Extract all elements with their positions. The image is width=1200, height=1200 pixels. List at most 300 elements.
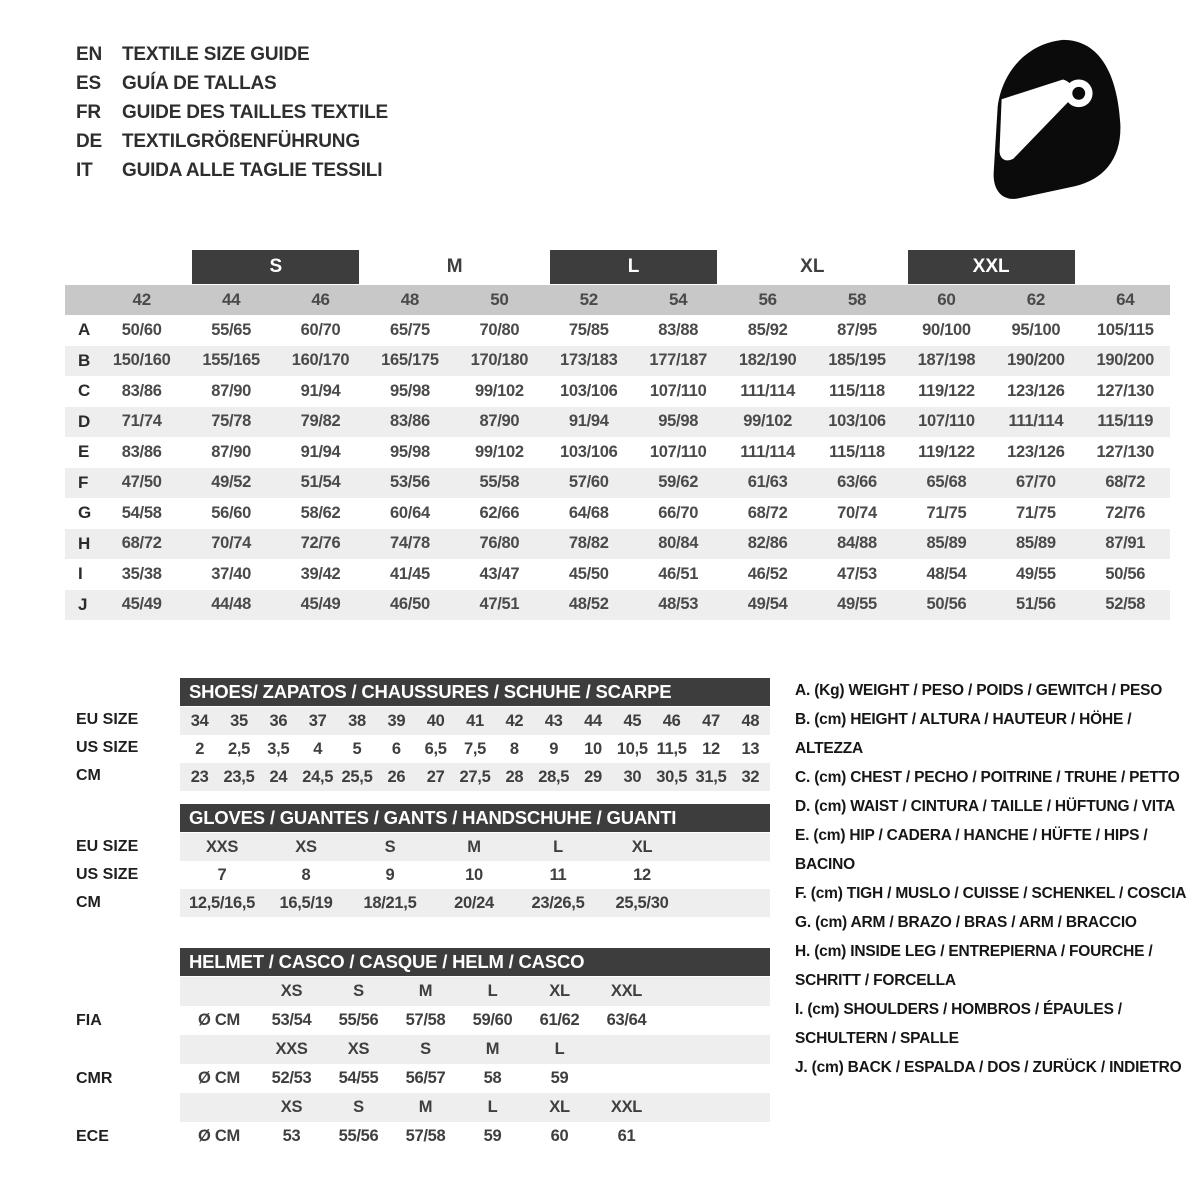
language-title: TEXTILE SIZE GUIDE	[122, 43, 310, 65]
cell: 65/68	[926, 473, 967, 492]
cell: 103/106	[560, 381, 618, 400]
cell: 90/100	[922, 320, 971, 339]
textile-row-c	[65, 376, 1170, 407]
cell: 6	[391, 739, 401, 758]
cell: XXS	[205, 837, 239, 856]
cell: 54/58	[121, 503, 162, 522]
cell: M	[418, 982, 433, 1000]
cell: 43/47	[479, 564, 520, 583]
cell: 11	[549, 865, 567, 884]
cell: 47	[702, 711, 720, 730]
cell: 44	[584, 711, 602, 730]
cell: 34	[190, 711, 209, 730]
cell: L	[487, 982, 498, 1000]
cell: 59	[483, 1127, 502, 1145]
cell: 9	[385, 865, 395, 884]
cell: 16,5/19	[279, 893, 333, 912]
cell: 52	[579, 290, 598, 309]
cell: XS	[280, 1098, 303, 1116]
textile-row-g	[65, 498, 1170, 529]
cell: 127/130	[1096, 381, 1155, 400]
cell: 46	[311, 290, 330, 309]
cell: XXL	[610, 982, 643, 1000]
row-letter: I	[78, 564, 83, 584]
cell: 87/90	[211, 381, 252, 400]
row-letter: F	[78, 472, 89, 492]
textile-row-a	[65, 315, 1170, 346]
cell: 52/58	[1105, 595, 1146, 614]
cell: XL	[549, 1098, 570, 1116]
measurement-legend	[795, 676, 1193, 1082]
shoes-cm-row	[180, 763, 770, 791]
cell: 190/200	[1007, 351, 1065, 370]
cell: 55/56	[338, 1127, 379, 1145]
cell: L	[554, 1040, 565, 1058]
cell: 85/92	[747, 320, 788, 339]
cell: 70/74	[837, 503, 877, 522]
cell: 23	[190, 767, 209, 786]
cell: 24,5	[302, 767, 334, 786]
cell: 30	[623, 767, 642, 786]
legend-item: B. (cm) HEIGHT / ALTURA / HAUTEUR / HÖHE / ALTEZZA	[795, 711, 1132, 757]
cell: 23,5	[223, 767, 255, 786]
cell: 47/53	[837, 564, 877, 583]
diameter-unit-label: Ø CM	[198, 1069, 240, 1087]
cell: 60	[550, 1127, 569, 1145]
cell: 42	[132, 290, 151, 309]
cell: 56/60	[211, 503, 252, 522]
cell: XS	[347, 1040, 370, 1058]
cell: 54/55	[338, 1069, 379, 1087]
cell: 66/70	[658, 503, 699, 522]
helmet-ece-label: ECE	[76, 1128, 109, 1145]
cell: S	[353, 1098, 364, 1116]
cell: 57/58	[405, 1127, 446, 1145]
cell: 42	[505, 711, 524, 730]
cell: 35/38	[121, 564, 162, 583]
cell: 72/76	[300, 534, 341, 553]
cell: 30,5	[656, 767, 688, 786]
cell: 41/45	[390, 564, 430, 583]
cell: 71/75	[1015, 503, 1056, 522]
cell: 11,5	[656, 739, 687, 758]
legend-item: C. (cm) CHEST / PECHO / POITRINE / TRUHE / PETTO	[795, 769, 1180, 786]
shoes-us-row	[180, 735, 770, 763]
cell: 5	[352, 739, 362, 758]
cell: 103/106	[828, 412, 886, 431]
language-code: IT	[76, 159, 93, 181]
gloves-us-size-label: US SIZE	[76, 866, 139, 883]
shoes-cm-label: CM	[76, 767, 101, 784]
row-letter: D	[78, 411, 91, 431]
cell: 46/51	[658, 564, 699, 583]
size-band-l: L	[550, 250, 717, 284]
cell: 28	[505, 767, 524, 786]
cell: 49/55	[837, 595, 877, 614]
shoes-eu-row	[180, 707, 770, 735]
cell: 150/160	[112, 351, 171, 370]
gloves-eu-row	[180, 833, 770, 861]
cell: 185/195	[828, 351, 886, 370]
language-code: EN	[76, 43, 102, 65]
legend-item: I. (cm) SHOULDERS / HOMBROS / ÉPAULES / SCHULTERN / SPALLE	[795, 1001, 1122, 1047]
cell: 55/58	[479, 473, 520, 492]
size-band-m: M	[446, 256, 463, 277]
cell: 59/60	[472, 1011, 513, 1029]
cell: 48	[741, 711, 760, 730]
cell: 182/190	[738, 351, 797, 370]
cell: 45/50	[568, 564, 609, 583]
cell: 83/86	[390, 412, 430, 431]
cell: 91/94	[300, 381, 341, 400]
cell: 52/53	[271, 1069, 312, 1087]
cell: 58	[483, 1069, 502, 1087]
cell: 41	[466, 711, 484, 730]
cell: 10	[465, 865, 483, 884]
cell: 83/88	[658, 320, 699, 339]
cell: 70/74	[211, 534, 252, 553]
cell: 10,5	[616, 739, 648, 758]
cell: 68/72	[747, 503, 788, 522]
cell: 48/53	[658, 595, 699, 614]
cell: 107/110	[649, 442, 707, 461]
row-letter: J	[78, 594, 88, 614]
cell: 75/78	[211, 412, 252, 431]
cell: 13	[741, 739, 760, 758]
cell: 50/56	[926, 595, 967, 614]
cell: 24	[269, 767, 288, 786]
cell: 177/187	[649, 351, 707, 370]
legend-item: D. (cm) WAIST / CINTURA / TAILLE / HÜFTUNG / VITA	[795, 798, 1175, 815]
cell: 173/183	[560, 351, 618, 370]
helmet-fia-label: FIA	[76, 1012, 102, 1029]
cell: 64	[1116, 290, 1135, 309]
cell: M	[467, 837, 481, 856]
cell: 48/52	[568, 595, 609, 614]
shoes-eu-size-label: EU SIZE	[76, 711, 139, 728]
cell: 2,5	[227, 739, 251, 758]
cell: 87/90	[479, 412, 520, 431]
cell: 8	[509, 739, 519, 758]
cell: 95/98	[390, 442, 430, 461]
cell: 25,5	[341, 767, 373, 786]
language-row	[76, 40, 388, 69]
legend-item: H. (cm) INSIDE LEG / ENTREPIERNA / FOURCHE / SCHRITT / FORCELLA	[795, 943, 1153, 989]
cell: 99/102	[743, 412, 792, 431]
cell: 95/98	[658, 412, 699, 431]
helmet-ece-values-row	[180, 1122, 770, 1151]
cell: 64/68	[568, 503, 609, 522]
helmet-ece-sizes-row	[180, 1093, 770, 1122]
helmet-cmr-values-row	[180, 1064, 770, 1093]
cell: 63/64	[606, 1011, 647, 1029]
textile-row-d	[65, 407, 1170, 438]
textile-size-table	[65, 250, 1170, 620]
cell: 10	[584, 739, 602, 758]
cell: 55/56	[338, 1011, 379, 1029]
cell: 61	[617, 1127, 636, 1145]
cell: 91/94	[568, 412, 609, 431]
cell: 60/70	[300, 320, 341, 339]
cell: 7,5	[463, 739, 487, 758]
cell: 67/70	[1015, 473, 1056, 492]
helmet-fia-values-row	[180, 1006, 770, 1035]
cell: 59	[550, 1069, 569, 1087]
cell: 91/94	[300, 442, 341, 461]
cell: 187/198	[917, 351, 976, 370]
cell: 155/165	[202, 351, 260, 370]
language-title: GUÍA DE TALLAS	[122, 72, 277, 94]
cell: 3,5	[267, 739, 290, 758]
helmet-section-header: HELMET / CASCO / CASQUE / HELM / CASCO	[180, 948, 770, 976]
cell: 119/122	[918, 381, 975, 400]
legend-item: J. (cm) BACK / ESPALDA / DOS / ZURÜCK / INDIETRO	[795, 1059, 1182, 1076]
cell: 95/98	[390, 381, 430, 400]
cell: 85/89	[1015, 534, 1056, 553]
textile-row-b	[65, 346, 1170, 377]
textile-row-h	[65, 529, 1170, 560]
cell: 37	[308, 711, 327, 730]
cell: 4	[313, 739, 323, 758]
cell: 31,5	[695, 767, 727, 786]
gloves-cm-row	[180, 889, 770, 917]
cell: 8	[301, 865, 311, 884]
cell: 20/24	[454, 893, 494, 912]
cell: 12	[633, 865, 651, 884]
cell: 18/21,5	[363, 893, 417, 912]
textile-row-j	[65, 590, 1170, 621]
language-code: DE	[76, 130, 102, 152]
legend-item: F. (cm) TIGH / MUSLO / CUISSE / SCHENKEL / COSCIA	[795, 885, 1187, 902]
language-row	[76, 69, 388, 98]
cell: 59/62	[658, 473, 699, 492]
cell: 111/114	[1008, 412, 1064, 431]
cell: 82/86	[747, 534, 788, 553]
cell: 68/72	[121, 534, 162, 553]
cell: 127/130	[1096, 442, 1155, 461]
textile-table-body	[65, 315, 1170, 620]
cell: 111/114	[740, 442, 796, 461]
cell: 58	[847, 290, 867, 309]
cell: 111/114	[740, 381, 796, 400]
language-title: TEXTILGRÖßENFÜHRUNG	[122, 130, 360, 152]
cell: 25,5/30	[615, 893, 669, 912]
cell: 36	[269, 711, 288, 730]
cell: 43	[544, 711, 563, 730]
row-letter: H	[78, 533, 91, 553]
cell: 29	[584, 767, 602, 786]
language-title-list	[76, 40, 388, 185]
cell: L	[553, 837, 563, 856]
cell: 39/42	[300, 564, 341, 583]
cell: XL	[631, 837, 653, 856]
cell: 44/48	[211, 595, 252, 614]
cell: 65/75	[390, 320, 430, 339]
cell: 61/63	[747, 473, 788, 492]
cell: 115/119	[1097, 412, 1154, 431]
cell: M	[485, 1040, 500, 1058]
cell: 49/55	[1015, 564, 1056, 583]
cell: 46	[662, 711, 681, 730]
cell: 160/170	[291, 351, 350, 370]
cell: 71/74	[121, 412, 162, 431]
cell: 53	[282, 1127, 301, 1145]
row-letter: G	[78, 503, 92, 523]
cell: 76/80	[479, 534, 520, 553]
cell: 103/106	[560, 442, 618, 461]
language-row	[76, 156, 388, 185]
language-title: GUIDE DES TAILLES TEXTILE	[122, 101, 388, 123]
cell: 83/86	[121, 442, 162, 461]
cell: 83/86	[121, 381, 162, 400]
cell: 53/54	[271, 1011, 312, 1029]
cell: 2	[195, 739, 205, 758]
cell: 50	[490, 290, 509, 309]
cell: 70/80	[479, 320, 520, 339]
cell: 95/100	[1011, 320, 1061, 339]
cell: 87/91	[1105, 534, 1146, 553]
row-letter: A	[78, 320, 91, 340]
cell: 27,5	[459, 767, 491, 786]
cell: 46/50	[390, 595, 430, 614]
cell: 48	[400, 290, 420, 309]
cell: 57/60	[568, 473, 609, 492]
language-title: GUIDA ALLE TAGLIE TESSILI	[122, 159, 383, 181]
cell: XXL	[610, 1098, 643, 1116]
cell: L	[487, 1098, 498, 1116]
row-letter: B	[78, 350, 91, 370]
cell: 99/102	[475, 381, 524, 400]
helmet-cmr-label: CMR	[76, 1070, 113, 1087]
cell: 60/64	[390, 503, 430, 522]
cell: 170/180	[470, 351, 529, 370]
cell: 48/54	[926, 564, 967, 583]
cell: 9	[549, 739, 559, 758]
cell: S	[353, 982, 364, 1000]
legend-item: G. (cm) ARM / BRAZO / BRAS / ARM / BRACCIO	[795, 914, 1137, 931]
diameter-unit-label: Ø CM	[198, 1127, 240, 1145]
cell: 107/110	[649, 381, 707, 400]
cell: 62/66	[479, 503, 520, 522]
legend-item: A. (Kg) WEIGHT / PESO / POIDS / GEWITCH / PESO	[795, 682, 1163, 699]
cell: 80/84	[658, 534, 699, 553]
cell: 87/90	[211, 442, 252, 461]
cell: 26	[387, 767, 406, 786]
shoes-us-size-label: US SIZE	[76, 739, 139, 756]
cell: 12,5/16,5	[188, 893, 256, 912]
cell: 72/76	[1105, 503, 1146, 522]
cell: 46/52	[747, 564, 788, 583]
cell: 61/62	[539, 1011, 580, 1029]
cell: 6,5	[424, 739, 447, 758]
cell: 75/85	[568, 320, 609, 339]
legend-item: E. (cm) HIP / CADERA / HANCHE / HÜFTE / HIPS / BACINO	[795, 827, 1148, 873]
gloves-section-header: GLOVES / GUANTES / GANTS / HANDSCHUHE / GUANTI	[180, 804, 770, 832]
cell: XS	[295, 837, 317, 856]
diameter-unit-label: Ø CM	[198, 1011, 240, 1029]
cell: 165/175	[381, 351, 439, 370]
gloves-cm-label: CM	[76, 894, 101, 911]
cell: 58/62	[300, 503, 341, 522]
cell: 39	[387, 711, 406, 730]
textile-row-f	[65, 468, 1170, 499]
cell: 74/78	[390, 534, 430, 553]
cell: S	[420, 1040, 431, 1058]
cell: 44	[221, 290, 241, 309]
cell: 40	[426, 711, 445, 730]
size-band-xl: XL	[800, 256, 825, 277]
gloves-eu-size-label: EU SIZE	[76, 838, 139, 855]
cell: 71/75	[926, 503, 967, 522]
cell: 115/118	[829, 442, 885, 461]
size-band-s: S	[192, 250, 359, 284]
cell: 49/52	[211, 473, 252, 492]
cell: 56	[758, 290, 777, 309]
cell: 68/72	[1105, 473, 1146, 492]
language-row	[76, 127, 388, 156]
cell: 28,5	[538, 767, 570, 786]
cell: 50/60	[121, 320, 162, 339]
cell: 99/102	[475, 442, 524, 461]
cell: 38	[348, 711, 366, 730]
textile-row-i	[65, 559, 1170, 590]
cell: 45	[623, 711, 642, 730]
cell: 12	[702, 739, 720, 758]
racing-helmet-icon	[975, 32, 1135, 210]
cell: 190/200	[1096, 351, 1155, 370]
cell: 54	[669, 290, 688, 309]
row-letter: E	[78, 442, 90, 462]
cell: 47/50	[121, 473, 162, 492]
letter-size-band-row	[65, 250, 1170, 284]
cell: 49/54	[747, 595, 788, 614]
cell: XS	[280, 982, 303, 1000]
language-code: FR	[76, 101, 101, 123]
shoes-section-header: SHOES/ ZAPATOS / CHAUSSURES / SCHUHE / SCARPE	[180, 678, 770, 706]
numeric-size-header-row	[65, 285, 1170, 315]
helmet-fia-sizes-row	[180, 977, 770, 1006]
cell: 105/115	[1096, 320, 1154, 339]
cell: 35	[230, 711, 248, 730]
cell: 7	[217, 865, 227, 884]
cell: 32	[741, 767, 760, 786]
cell: 115/118	[829, 381, 885, 400]
cell: 123/126	[1007, 442, 1065, 461]
cell: 23/26,5	[531, 893, 585, 912]
size-band-xxl: XXL	[908, 250, 1075, 284]
helmet-cmr-sizes-row	[180, 1035, 770, 1064]
cell: XXS	[275, 1040, 308, 1058]
cell: 85/89	[926, 534, 967, 553]
cell: 87/95	[837, 320, 877, 339]
cell: 27	[426, 767, 445, 786]
cell: 79/82	[300, 412, 341, 431]
cell: 37/40	[211, 564, 252, 583]
cell: 55/65	[211, 320, 252, 339]
cell: 78/82	[568, 534, 609, 553]
cell: 45/49	[121, 595, 162, 614]
cell: M	[418, 1098, 433, 1116]
cell: 50/56	[1105, 564, 1146, 583]
cell: 62	[1026, 290, 1046, 309]
cell: 60	[937, 290, 956, 309]
textile-row-e	[65, 437, 1170, 468]
cell: 107/110	[918, 412, 975, 431]
cell: 51/54	[300, 473, 341, 492]
cell: 57/58	[405, 1011, 446, 1029]
cell: XL	[549, 982, 570, 1000]
row-letter: C	[78, 381, 91, 401]
